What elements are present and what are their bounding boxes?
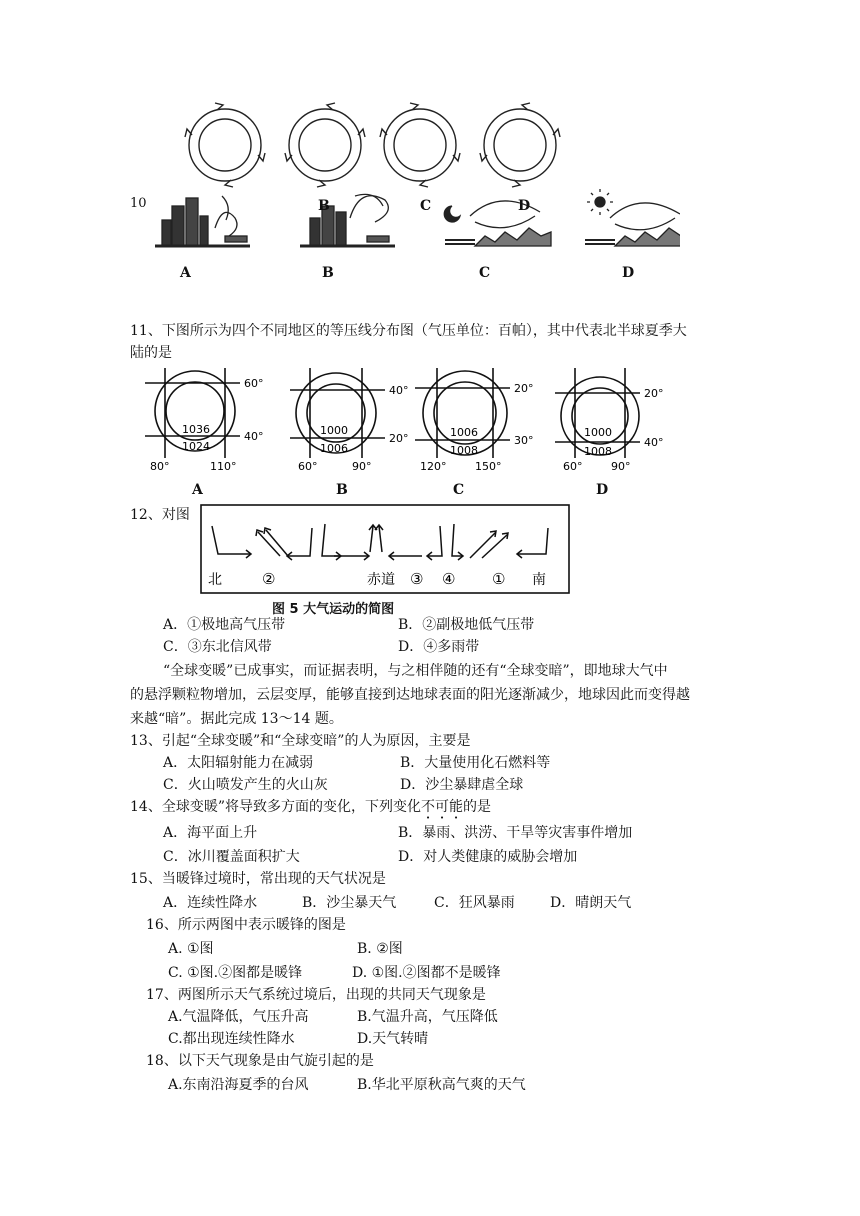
q14-option-b: B．暴雨、洪涝、干旱等灾害事件增加 [398,825,633,841]
q15-option-b: B．沙尘暴天气 [302,895,397,911]
q15-option-a: A．连续性降水 [163,895,258,911]
passage-line-1: “全球变暖”已成事实，而证据表明，与之相伴随的还有“全球变暗”，即地球大气中 [163,663,668,679]
ring-1 [185,103,265,187]
diagram-p3: ③ [410,570,424,588]
passage-line-2: 的悬浮颗粒物增加，云层变厚，能够直接到达地球表面的阳光逐渐减少，地球因此而变得越 [130,687,690,703]
map-b-p-outer: 1006 [320,442,348,455]
q12-option-d: D．④多雨带 [398,639,480,655]
q15-stem: 15、当暖锋过境时，常出现的天气状况是 [130,871,386,887]
q10-label-a: A [180,265,191,281]
q14-stem-emph-3: 能 [448,799,463,815]
q15-option-c: C．狂风暴雨 [434,895,515,911]
q10-upper-label-d: D [518,198,531,214]
q14-stem [130,798,491,816]
q11-stem-line2: 陆的是 [130,345,172,361]
q17-option-c: C.都出现连续性降水 [168,1031,295,1047]
q16-stem: 16、所示两图中表示暖锋的图是 [146,917,346,933]
isobar-map-a [145,368,265,478]
q11-label-d: D [596,482,609,498]
map-c-lon-left: 120° [420,460,447,473]
map-a-p-inner: 1036 [182,423,210,436]
map-c-lat-bot: 30° [514,434,534,447]
scene-c-night-coast-icon [444,201,551,246]
q16-option-a: A. ①图 [168,941,214,957]
q17-stem: 17、两图所示天气系统过境后，出现的共同天气现象是 [146,987,486,1003]
map-d-lat-bot: 40° [644,436,664,449]
q16-option-c: C. ①图.②图都是暖锋 [168,965,303,981]
diagram-p1: ① [492,570,506,588]
q10-upper-label-c: C [420,198,432,214]
map-c-lat-top: 20° [514,382,534,395]
isobar-map-b [290,368,410,478]
q10-scenes [140,188,680,252]
q11-label-c: C [453,482,465,498]
q14-option-d: D．对人类健康的威胁会增加 [398,849,578,865]
q12-option-b: B．②副极地低气压带 [398,617,535,633]
diagram-north: 北 [208,572,222,588]
q12-figure-caption: 图 5 大气运动的简图 [272,602,395,617]
q14-option-c: C．冰川覆盖面积扩大 [163,849,300,865]
map-d-p-outer: 1008 [584,445,612,458]
q11-label-a: A [192,482,203,498]
isobar-map-c [415,368,545,478]
ring-2 [285,103,365,187]
map-a-p-outer: 1024 [182,440,210,453]
diagram-south: 南 [532,572,546,588]
q12-atmosphere-diagram [200,504,572,596]
map-a-lon-left: 80° [150,460,170,473]
q13-option-d: D．沙尘暴肆虐全球 [400,777,524,793]
diagram-p4: ④ [442,570,456,588]
map-b-lat-top: 40° [389,384,409,397]
q11-label-b: B [336,482,348,498]
isobar-map-d [555,368,685,478]
diagram-equator: 赤道 [367,572,395,588]
q15-option-d: D．晴朗天气 [550,895,632,911]
q14-stem-emph-2: 可 [434,799,449,815]
map-b-p-inner: 1000 [320,424,348,437]
q14-option-a: A．海平面上升 [163,825,258,841]
q11-stem-line1: 11、下图所示为四个不同地区的等压线分布图（气压单位：百帕），其中代表北半球夏季大 [130,323,687,339]
q17-option-b: B.气温升高，气压降低 [357,1009,498,1025]
q12-option-c: C．③东北信风带 [163,639,272,655]
map-d-lon-left: 60° [563,460,583,473]
q18-stem: 18、以下天气现象是由气旋引起的是 [146,1053,374,1069]
q10-number-fragment: 10 [130,196,147,211]
scene-b-city-icon [300,194,395,246]
q18-option-a: A.东南沿海夏季的台风 [168,1077,309,1093]
map-c-lon-right: 150° [475,460,502,473]
map-a-lon-right: 110° [210,460,237,473]
q10-upper-label-b: B [318,198,330,214]
passage-line-3: 来越“暗”。据此完成 13～14 题。 [130,711,343,727]
map-b-lon-left: 60° [298,460,318,473]
q18-option-b: B.华北平原秋高气爽的天气 [357,1077,526,1093]
map-a-lat-bot: 40° [244,430,264,443]
q14-stem-emph-1: 不 [420,799,435,815]
q13-option-c: C．火山喷发产生的火山灰 [163,777,328,793]
q16-option-d: D. ①图.②图都不是暖锋 [352,965,501,981]
q13-option-a: A．太阳辐射能力在减弱 [163,755,314,771]
q16-option-b: B. ②图 [357,941,403,957]
q17-option-d: D.天气转晴 [357,1031,429,1047]
q13-stem: 13、引起“全球变暖”和“全球变暗”的人为原因，主要是 [130,733,471,749]
map-b-lat-bot: 20° [389,432,409,445]
q12-option-a: A．①极地高气压带 [163,617,286,633]
scene-d-day-coast-icon [585,189,680,246]
q10-circulation-rings [175,100,575,190]
map-d-lon-right: 90° [611,460,631,473]
q12-stem: 12、对图 [130,507,190,523]
map-d-p-inner: 1000 [584,426,612,439]
diagram-p2: ② [262,570,276,588]
map-a-lat-top: 60° [244,377,264,390]
map-d-lat-top: 20° [644,387,664,400]
map-b-lon-right: 90° [352,460,372,473]
q14-stem-post: 的是 [462,799,491,815]
q10-label-b: B [322,265,334,281]
q13-option-b: B．大量使用化石燃料等 [400,755,551,771]
q17-option-a: A.气温降低，气压升高 [168,1009,309,1025]
map-c-p-inner: 1006 [450,426,478,439]
ring-3 [380,103,460,187]
map-c-p-outer: 1008 [450,444,478,457]
scene-a-city-icon [155,196,250,246]
q14-stem-pre: 14、全球变暖”将导致多方面的变化，下列变化 [130,799,421,815]
q10-label-c: C [479,265,491,281]
q10-label-d: D [622,265,635,281]
ring-4 [480,103,560,187]
